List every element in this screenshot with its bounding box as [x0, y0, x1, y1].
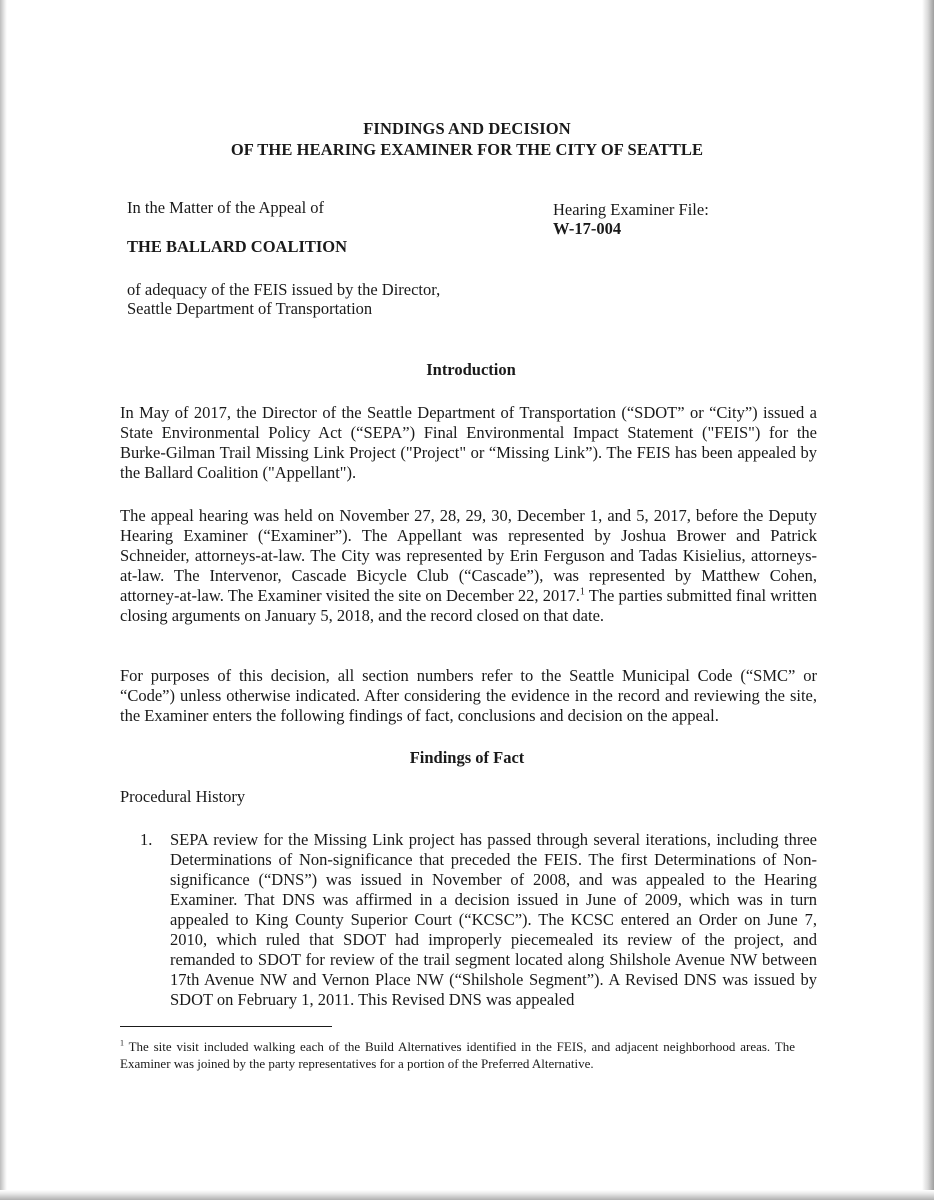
page-left-edge [0, 0, 7, 1200]
finding-paragraph-1: SEPA review for the Missing Link project has passed through several iterations, including three Determinations of Non-significance that preceded the FEIS. The first Determinations of Non-significance (“DNS”) was issued in November of 2008, and was appealed to the Hearing Examiner. That DNS was affirmed in a decision issued in June of 2009, which was in turn appealed to King County Superior Court (“KCSC”). The KCSC entered an Order on June 7, 2010, which ruled that SDOT had improperly piecemealed its review of the project, and remanded to SDOT for review of the trail segment located along Shilshole Avenue NW between 17th Avenue NW and Vernon Place NW (“Shilshole Segment”). A Revised DNS was issued by SDOT on February 1, 2011. This Revised DNS was appealed [170, 830, 817, 1009]
introduction-heading: Introduction [426, 360, 516, 379]
finding-number-1: 1. [140, 830, 153, 849]
introduction-paragraph-3: For purposes of this decision, all section numbers refer to the Seattle Municipal Code (“SMC” or “Code”) unless otherwise indicated. After considering the evidence in the record and reviewing the site, the Examiner enters the following findings of fact, conclusions and decision on the appeal. [120, 666, 817, 725]
footnote-text: The site visit included walking each of the Build Alternatives identified in the FEIS, and adjacent neighborhood areas. The Examiner was joined by the party representatives for a portion of the Preferred Alternative. [120, 1039, 795, 1071]
findings-heading: Findings of Fact [409, 748, 525, 767]
introduction-paragraph-2 [120, 506, 817, 626]
matter-intro: In the Matter of the Appeal of [127, 198, 325, 217]
footnote-marker: 1 [120, 1038, 124, 1048]
appellant-name: THE BALLARD COALITION [127, 237, 348, 256]
adequacy-line2: Seattle Department of Transportation [127, 299, 373, 318]
footnote-divider [120, 1026, 332, 1027]
paragraph-2-text-b: The parties submitted final written closing arguments on January 5, 2018, and the record closed on that date. [120, 586, 818, 625]
introduction-paragraph-1: In May of 2017, the Director of the Seattle Department of Transportation (“SDOT” or “City”) issued a State Environmental Policy Act (“SEPA”) Final Environmental Impact Statement ("FEIS") for the Burke-Gilman Trail Missing Link Project ("Project" or “Missing Link”). The FEIS has been appealed by the Ballard Coalition ("Appellant"). [120, 403, 817, 482]
footnote-1 [120, 1038, 795, 1072]
adequacy-line1: of adequacy of the FEIS issued by the Director, [127, 280, 441, 299]
footnote-reference[interactable]: 1 [579, 586, 585, 598]
document-title-line2: OF THE HEARING EXAMINER FOR THE CITY OF SEATTLE [230, 140, 704, 159]
document-title-line1: FINDINGS AND DECISION [363, 119, 571, 138]
paragraph-2-text-a: The appeal hearing was held on November 27, 28, 29, 30, December 1, and 5, 2017, before the Deputy Hearing Examiner (“Examiner”). The Appellant was represented by Joshua Brower and Patrick Schneider, attorneys-at-law. The City was represented by Erin Ferguson and Tadas Kisielius, attorneys-at-law. The Intervenor, Cascade Bicycle Club (“Cascade”), was represented by Matthew Cohen, attorney-at-law. The Examiner visited the site on December 22, 2017. [120, 506, 817, 605]
procedural-history-subheading: Procedural History [120, 787, 246, 806]
page-bottom-edge [0, 1190, 934, 1200]
page-right-edge [922, 0, 934, 1200]
file-number: W-17-004 [553, 219, 622, 238]
file-label: Hearing Examiner File: [553, 200, 709, 219]
